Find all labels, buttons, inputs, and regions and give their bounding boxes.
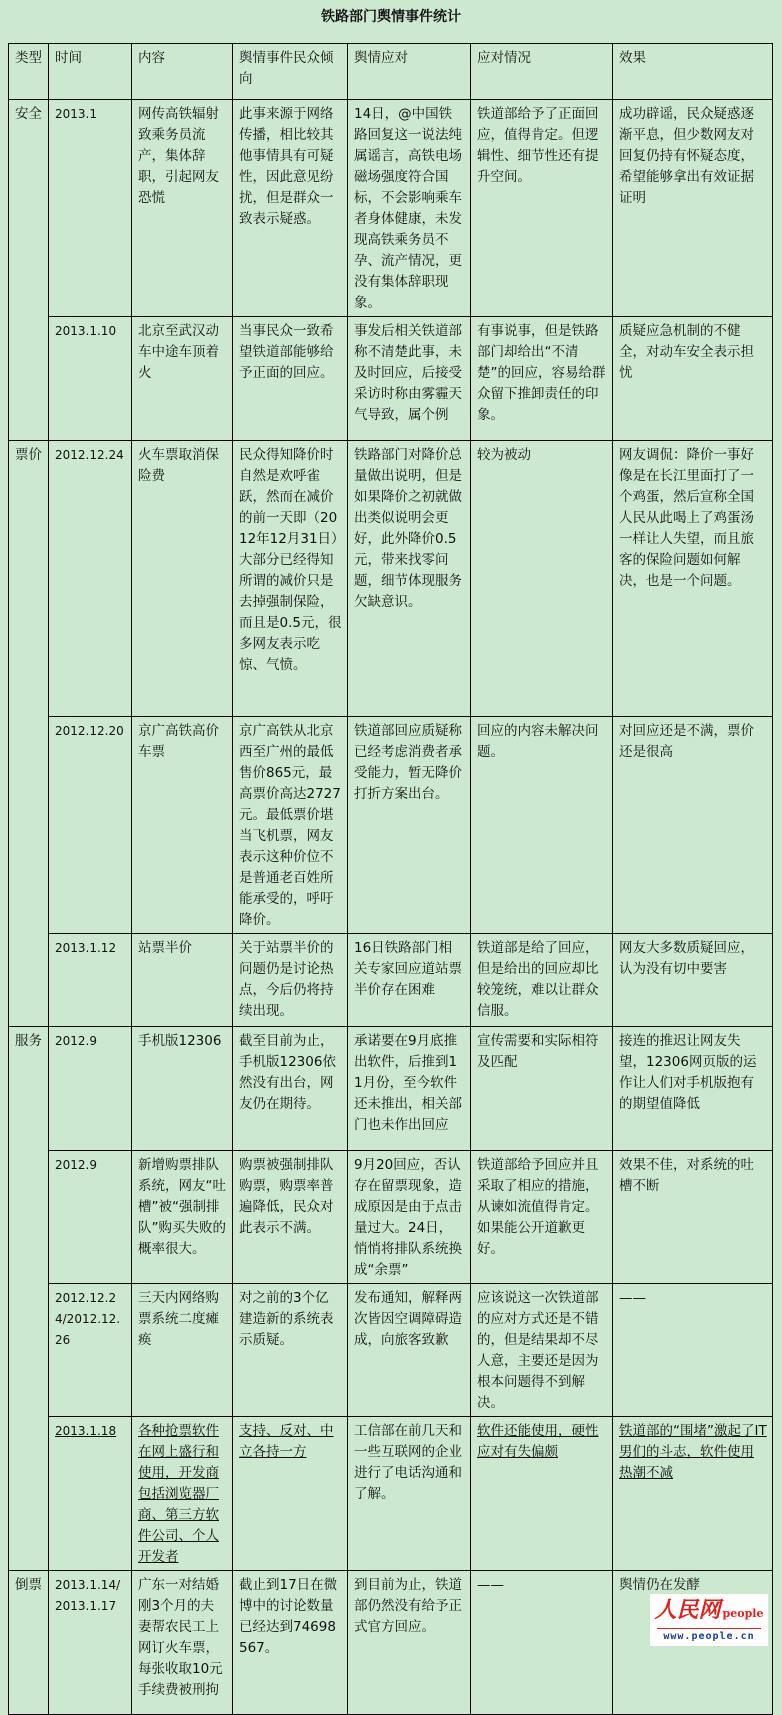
header-response: 舆情应对 <box>348 44 471 100</box>
cell-response: 9月20回应，否认存在留票现象，造成原因是由于点击量过大。24日，悄悄将排队系统换成“余票” <box>348 1151 471 1284</box>
cell-content: 广东一对结婚刚3个月的夫妻帮农民工上网订火车票，每张收取10元手续费被刑拘 <box>132 1571 233 1715</box>
cell-time: 2013.1 <box>49 100 132 317</box>
cell-time-link[interactable]: 2013.1.18 <box>49 1417 132 1571</box>
cell-status: 应该说这一次铁道部的应对方式还是不错的，但是结果却不尽人意，主要还是因为根本问题得不到解决。 <box>471 1284 613 1417</box>
header-time: 时间 <box>49 44 132 100</box>
cell-content: 新增购票排队系统，网友“吐槽”被“强制排队”购买失败的概率很大。 <box>132 1151 233 1284</box>
cell-effect: —— <box>613 1284 773 1417</box>
cell-status: —— <box>471 1571 613 1715</box>
cell-public: 对之前的3个亿建造新的系统表示质疑。 <box>233 1284 348 1417</box>
cell-public: 当事民众一致希望铁道部能够给予正面的回应。 <box>233 317 348 441</box>
cell-effect: 效果不佳，对系统的吐槽不断 <box>613 1151 773 1284</box>
table-row <box>9 441 773 717</box>
cell-time: 2013.1.10 <box>49 317 132 441</box>
header-public-tendency: 舆情事件民众倾向 <box>233 44 348 100</box>
event-statistics-table <box>8 43 773 1715</box>
cell-effect: 网友调侃：降价一事好像是在长江里面打了一个鸡蛋，然后宣称全国人民从此喝上了鸡蛋汤一样让人失望，而且旅客的保险问题如何解决，也是一个问题。 <box>613 441 773 717</box>
cell-response: 16日铁路部门相关专家回应道站票半价存在困难 <box>348 934 471 1027</box>
header-type: 类型 <box>9 44 49 100</box>
table-row <box>9 934 773 1027</box>
table-row <box>9 100 773 317</box>
cell-status: 铁道部给予了正面回应，值得肯定。但逻辑性、细节性还有提升空间。 <box>471 100 613 317</box>
cell-effect: 舆情仍在发酵 <box>613 1571 773 1715</box>
header-response-status: 应对情况 <box>471 44 613 100</box>
cell-response: 工信部在前几天和一些互联网的企业进行了电话沟通和了解。 <box>348 1417 471 1571</box>
cell-response: 铁路部门对降价总量做出说明，但是如果降价之初就做出类似说明会更好，此外降价0.5元，带来找零问题，细节体现服务欠缺意识。 <box>348 441 471 717</box>
cell-content: 站票半价 <box>132 934 233 1027</box>
cell-status-link[interactable]: 软件还能使用，硬性应对有失偏颇 <box>471 1417 613 1571</box>
cell-response: 到目前为止，铁道部仍然没有给予正式官方回应。 <box>348 1571 471 1715</box>
header-effect: 效果 <box>613 44 773 100</box>
cell-time: 2012.9 <box>49 1151 132 1284</box>
cell-public: 京广高铁从北京西至广州的最低售价865元，最高票价高达2727元。最低票价堪当飞机票，网友表示这种价位不是普通老百姓所能承受的，呼吁降价。 <box>233 717 348 934</box>
cell-response: 铁道部回应质疑称已经考虑消费者承受能力，暂无降价打折方案出台。 <box>348 717 471 934</box>
cell-content: 京广高铁高价车票 <box>132 717 233 934</box>
table-header-row <box>9 44 773 100</box>
cell-time: 2012.9 <box>49 1027 132 1151</box>
table-row <box>9 1417 773 1571</box>
table-row <box>9 1151 773 1284</box>
table-row <box>9 717 773 934</box>
cell-effect-link[interactable]: 铁道部的“围堵”激起了IT男们的斗志，软件使用热潮不减 <box>613 1417 773 1571</box>
cell-public-link[interactable]: 支持、反对、中立各持一方 <box>233 1417 348 1571</box>
cell-status: 宣传需要和实际相符及匹配 <box>471 1027 613 1151</box>
cell-public: 截至目前为止，手机版12306依然没有出台，网友仍在期待。 <box>233 1027 348 1151</box>
cell-status: 回应的内容未解决问题。 <box>471 717 613 934</box>
cell-status: 铁道部给予回应并且采取了相应的措施，从谏如流值得肯定。如果能公开道歉更好。 <box>471 1151 613 1284</box>
cell-status: 铁道部是给了回应，但是给出的回应却比较笼统，难以让群众信服。 <box>471 934 613 1027</box>
category-ticket-price: 票价 <box>9 441 49 1027</box>
cell-status: 有事说事，但是铁路部门却给出“不清楚”的回应，容易给群众留下推卸责任的印象。 <box>471 317 613 441</box>
cell-public: 此事来源于网络传播，相比较其他事情具有可疑性，因此意见纷扰，但是群众一致表示疑惑。 <box>233 100 348 317</box>
cell-public: 关于站票半价的问题仍是讨论热点，今后仍将持续出现。 <box>233 934 348 1027</box>
header-content: 内容 <box>132 44 233 100</box>
cell-effect: 对回应还是不满，票价还是很高 <box>613 717 773 934</box>
cell-content: 火车票取消保险费 <box>132 441 233 717</box>
cell-time: 2012.12.24/2012.12.26 <box>49 1284 132 1417</box>
logo-wordmark: 人民网 people <box>654 1597 764 1623</box>
cell-effect: 接连的推迟让网友失望，12306网页版的运作让人们对手机版抱有的期望值降低 <box>613 1027 773 1151</box>
cell-public: 民众得知降价时自然是欢呼雀跃，然而在减价的前一天即（2012年12月31日）大部分已经得知所谓的减价只是去掉强制保险，而且是0.5元，很多网友表示吃惊、气愤。 <box>233 441 348 717</box>
cell-content: 网传高铁辐射致乘务员流产，集体辞职，引起网友恐慌 <box>132 100 233 317</box>
cell-time: 2012.12.24 <box>49 441 132 717</box>
category-service: 服务 <box>9 1027 49 1571</box>
cell-effect: 成功辟谣，民众疑惑逐渐平息，但少数网友对回复仍持有怀疑态度，希望能够拿出有效证据证明 <box>613 100 773 317</box>
category-safety: 安全 <box>9 100 49 441</box>
cell-content: 北京至武汉动车中途车顶着火 <box>132 317 233 441</box>
cell-time: 2013.1.12 <box>49 934 132 1027</box>
people-cn-watermark-logo <box>650 1594 768 1646</box>
table-row <box>9 1027 773 1151</box>
table-row <box>9 1284 773 1417</box>
cell-response: 14日，@中国铁路回复这一说法纯属谣言，高铁电场磁场强度符合国标，不会影响乘车者身体健康，未发现高铁乘务员不孕、流产情况，更没有集体辞职现象。 <box>348 100 471 317</box>
cell-content: 三天内网络购票系统二度瘫痪 <box>132 1284 233 1417</box>
page-title: 铁路部门舆情事件统计 <box>321 9 461 25</box>
cell-public: 截止到17日在微博中的讨论数量已经达到74698567。 <box>233 1571 348 1715</box>
cell-content-link[interactable]: 各种抢票软件在网上盛行和使用，开发商包括浏览器厂商、第三方软件公司、个人开发者 <box>132 1417 233 1571</box>
cell-time: 2012.12.20 <box>49 717 132 934</box>
category-scalping: 倒票 <box>9 1571 49 1715</box>
cell-content: 手机版12306 <box>132 1027 233 1151</box>
cell-effect: 网友大多数质疑回应，认为没有切中要害 <box>613 934 773 1027</box>
cell-response: 承诺要在9月底推出软件，后推到11月份，至今软件还未推出，相关部门也未作出回应 <box>348 1027 471 1151</box>
logo-url: www.people.cn <box>663 1631 755 1642</box>
cell-response: 事发后相关铁道部称不清楚此事，未及时回应，后接受采访时称由雾霾天气导致，属个例 <box>348 317 471 441</box>
cell-public: 购票被强制排队购票，购票率普遍降低，民众对此表示不满。 <box>233 1151 348 1284</box>
logo-divider <box>657 1628 761 1629</box>
cell-effect: 质疑应急机制的不健全，对动车安全表示担忧 <box>613 317 773 441</box>
cell-status: 较为被动 <box>471 441 613 717</box>
table-row <box>9 317 773 441</box>
cell-time: 2013.1.14/2013.1.17 <box>49 1571 132 1715</box>
cell-response: 发布通知，解释两次皆因空调障碍造成，向旅客致歉 <box>348 1284 471 1417</box>
